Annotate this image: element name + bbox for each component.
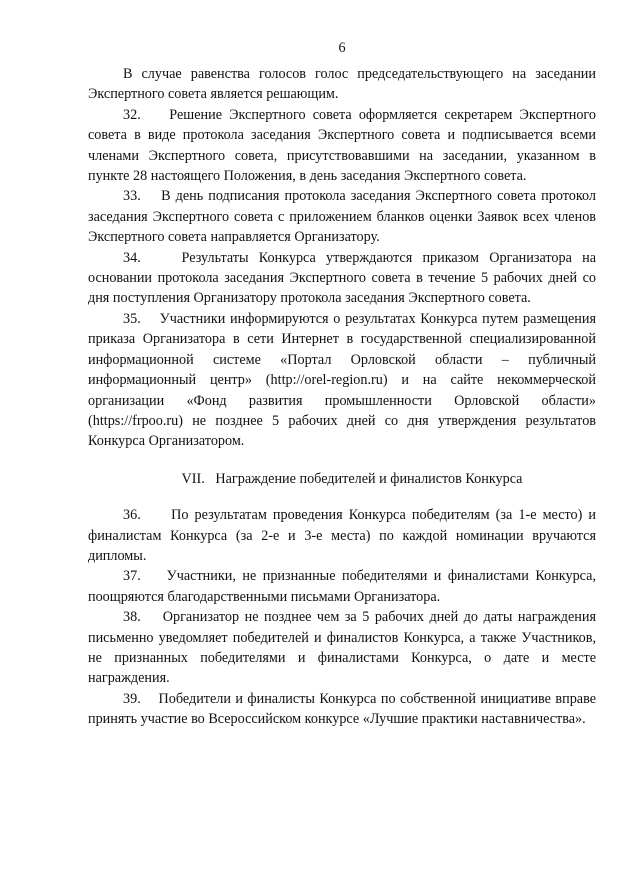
paragraph-voting-tie: В случае равенства голосов голос председательствующего на заседании Экспертного совета является решающим. xyxy=(88,66,596,103)
document-page xyxy=(88,38,596,730)
paragraph-39: 39. Победители и финалисты Конкурса по собственной инициативе вправе принять участие во Всероссийском конкурсе «Лучшие практики наставничества». xyxy=(88,690,596,728)
section-title-vii: VII. Награждение победителей и финалистов Конкурса xyxy=(181,470,523,487)
paragraph-35: 35. Участники информируются о результатах Конкурса путем размещения приказа Организатора в сети Интернет в государственной специализированной информационной системе «Портал Орловской области – публичный информационный центр» (http://orel-region.ru) и на сайте некоммерческой организации «Фонд развития промышленности Орловской области» (https://frpoo.ru) не позднее 5 рабочих дней со дня утверждения результатов Конкурса Организатором. xyxy=(88,310,596,450)
paragraph-38: 38. Организатор не позднее чем за 5 рабочих дней до даты награждения письменно уведомляет победителей и финалистов Конкурса, а также Участников, не признанных победителями и финалистами Конкурса, о дате и месте награждения. xyxy=(88,609,596,687)
paragraph-33: 33. В день подписания протокола заседания Экспертного совета протокол заседания Экспертного совета с приложением бланков оценки Заявок всех членов Экспертного совета направляется Организатору. xyxy=(88,188,596,246)
page-number: 6 xyxy=(338,40,346,56)
paragraph-37: 37. Участники, не признанные победителями и финалистами Конкурса, поощряются благодарственными письмами Организатора. xyxy=(88,568,596,605)
paragraph-34: 34. Результаты Конкурса утверждаются приказом Организатора на основании протокола заседания Экспертного совета в течение 5 рабочих дней со дня поступления Организатору протокола заседания Экспертного совета. xyxy=(88,249,596,307)
paragraph-36: 36. По результатам проведения Конкурса победителям (за 1-е место) и финалистам Конкурса (за 2-е и 3-е места) по каждой номинации вручаются дипломы. xyxy=(88,507,596,564)
paragraph-32: 32. Решение Экспертного совета оформляется секретарем Экспертного совета в виде протокола заседания Экспертного совета и подписывается всеми членами Экспертного совета, присутствовавшими на заседании, указанном в пункте 28 настоящего Положения, в день заседания Экспертного совета. xyxy=(88,106,596,185)
